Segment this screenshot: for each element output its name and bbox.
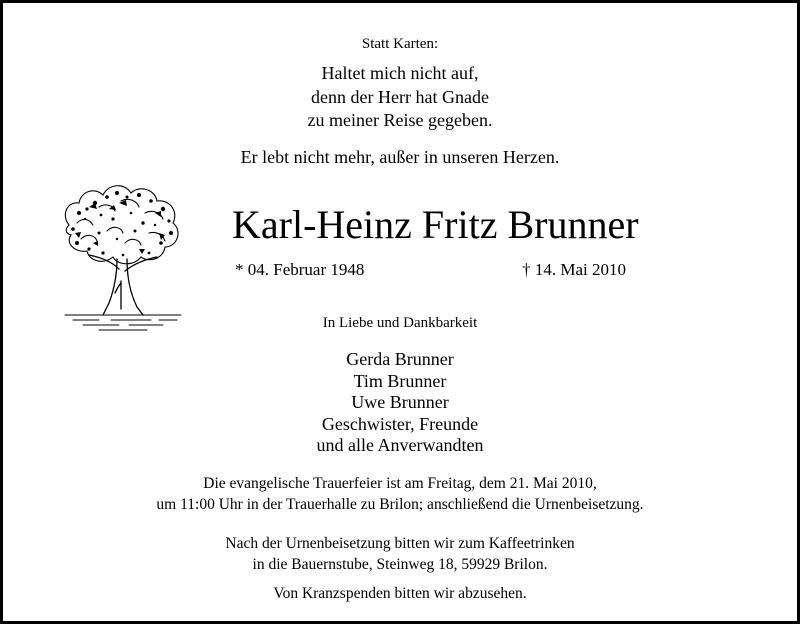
- death-date: † 14. Mai 2010: [522, 260, 626, 279]
- deceased-name: Karl-Heinz Fritz Brunner: [232, 202, 639, 247]
- mourner-name: Tim Brunner: [353, 370, 447, 391]
- poem-line: Haltet mich nicht auf,: [321, 63, 479, 83]
- prelude-text: Statt Karten:: [361, 36, 439, 52]
- poem-line: denn der Herr hat Gnade: [311, 86, 489, 107]
- birth-date: * 04. Februar 1948: [235, 260, 365, 279]
- reception-line: Nach der Urnenbeisetzung bitten wir zum Kaffeetrinken: [225, 535, 575, 552]
- poem-line: zu meiner Reise gegeben.: [307, 110, 493, 130]
- mourner-name: und alle Anverwandten: [316, 435, 484, 455]
- service-line: um 11:00 Uhr in der Trauerhalle zu Brilon; anschließend die Urnenbeisetzung.: [156, 496, 644, 513]
- flowers-note: Von Kranzspenden bitten wir abzusehen.: [273, 585, 527, 602]
- service-line: Die evangelische Trauerfeier ist am Freitag, dem 21. Mai 2010,: [203, 475, 597, 492]
- mourner-name: Uwe Brunner: [351, 392, 449, 412]
- reception-info: [3, 533, 797, 575]
- reception-line: in die Bauernstube, Steinweg 18, 59929 Brilon.: [252, 556, 548, 573]
- mourners-list: [3, 349, 797, 457]
- memorial-line: Er lebt nicht mehr, außer in unseren Herzen.: [240, 147, 560, 167]
- tree-icon: [59, 173, 187, 333]
- mourner-name: Geschwister, Freunde: [321, 413, 479, 434]
- funeral-service-info: [3, 473, 797, 515]
- gratitude-line: In Liebe und Dankbarkeit: [322, 315, 478, 331]
- poem: [3, 62, 797, 133]
- mourner-name: Gerda Brunner: [346, 349, 454, 369]
